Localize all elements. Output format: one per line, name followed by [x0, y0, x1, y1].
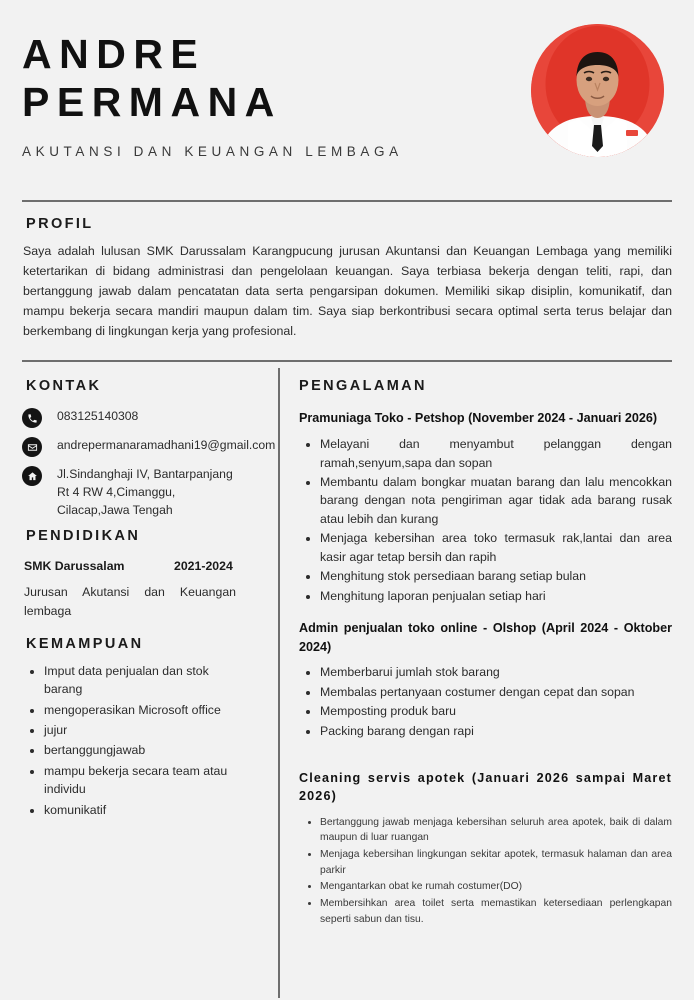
school-years: 2021-2024 [174, 558, 233, 573]
profile-photo-graphic [531, 24, 664, 157]
pendidikan-section [22, 528, 242, 621]
job-heading: Admin penjualan toko online - Olshop (April 2024 - Oktober 2024) [299, 621, 672, 654]
experience-entry-2 [299, 619, 672, 740]
email-value: andrepermanaramadhani19@gmail.com [57, 438, 276, 453]
experience-entry-1 [299, 409, 672, 605]
job-heading: Pramuniaga Toko - Petshop (November 2024 - Januari 2026) [299, 411, 658, 426]
education-entry [24, 559, 242, 573]
profile-photo [531, 24, 664, 157]
contact-item-address[interactable] [22, 465, 242, 519]
list-item: • komunikatif [44, 801, 242, 819]
contact-item-phone[interactable] [22, 407, 242, 428]
list-item: • Menghitung stok persediaan barang setiap bulan [320, 567, 672, 585]
left-column [22, 378, 276, 928]
job-bullets [299, 815, 672, 927]
phone-value: 083125140308 [57, 409, 139, 424]
pendidikan-heading: PENDIDIKAN [26, 527, 141, 544]
skills-list [22, 662, 242, 820]
list-item: • Memposting produk baru [320, 702, 672, 720]
job-bullets [299, 663, 672, 740]
address-value: Jl.Sindanghaji IV, Bantarpanjang Rt 4 RW 4,Cimanggu, Cilacap,Jawa Tengah [57, 467, 233, 517]
home-icon [22, 466, 42, 486]
list-item: • Packing barang dengan rapi [320, 722, 672, 740]
list-item: • Menghitung laporan penjualan setiap hari [320, 587, 672, 605]
experience-entry-3 [299, 770, 672, 927]
list-item: • Bertanggung jawab menjaga kebersihan seluruh area apotek, baik di dalam maupun di luar ruangan [320, 815, 672, 846]
list-item: • mengoperasikan Microsoft office [44, 701, 242, 719]
kemampuan-heading: KEMAMPUAN [26, 635, 144, 652]
contact-list [22, 407, 276, 519]
education-description: Jurusan Akutansi dan Keuangan lembaga [24, 584, 236, 618]
job-bullets [299, 435, 672, 605]
pengalaman-heading: PENGALAMAN [299, 378, 427, 395]
profil-section [22, 202, 672, 341]
list-item: • mampu bekerja secara team atau individu [44, 762, 242, 799]
first-name: ANDRE [22, 31, 206, 77]
list-item: • Mengantarkan obat ke rumah costumer(DO) [320, 879, 672, 895]
right-column [260, 378, 672, 928]
profil-text: Saya adalah lulusan SMK Darussalam Karangpucung jurusan Akuntansi dan Keuangan Lembaga yang memiliki ketertarikan di bidang administrasi dan pengelolaan keuangan. Saya terbiasa bekerja dengan teliti, rapi, dan bertanggung jawab dalam pencatatan data serta pengarsipan dokumen. Memiliki sikap disiplin, komunikatif, dan mampu bekerja secara mandiri maupun dalam tim. Saya siap berkontribusi secara optimal serta terus belajar dan berkembang di lingkungan kerja yang profesional. [23, 244, 672, 339]
contact-item-email[interactable] [22, 436, 276, 457]
list-item: • Membalas pertanyaan costumer dengan cepat dan sopan [320, 683, 672, 701]
list-item: • Menjaga kebersihan lingkungan sekitar apotek, termasuk halaman dan area parkir [320, 847, 672, 878]
kontak-heading: KONTAK [26, 378, 102, 395]
list-item: • Melayani dan menyambut pelanggan dengan ramah,senyum,sapa dan sopan [320, 435, 672, 472]
job-heading: Cleaning servis apotek (Januari 2026 sampai Maret 2026) [299, 771, 672, 803]
name-block [22, 30, 492, 159]
school-name: SMK Darussalam [24, 558, 125, 573]
list-item: • bertanggungjawab [44, 741, 242, 759]
envelope-icon [22, 437, 42, 457]
job-title: AKUTANSI DAN KEUANGAN LEMBAGA [22, 143, 403, 159]
list-item: • jujur [44, 721, 242, 739]
profil-heading: PROFIL [26, 216, 94, 232]
phone-icon [22, 408, 42, 428]
main-columns [22, 362, 672, 928]
list-item: • Memberbarui jumlah stok barang [320, 663, 672, 681]
resume-header [22, 0, 672, 180]
list-item: • Imput data penjualan dan stok barang [44, 662, 242, 699]
list-item: • Membantu dalam bongkar muatan barang dan lalu mencokkan barang dengan nota pengiriman agar tidak ada barang rusak atau lebih dan kurang [320, 473, 672, 528]
column-divider [278, 368, 280, 998]
last-name: PERMANA [22, 79, 282, 126]
list-item: • Menjaga kebersihan area toko termasuk rak,lantai dan area kasir agar tetap bersih dan rapih [320, 529, 672, 566]
list-item: • Membersihkan area toilet serta memastikan ketersediaan perlengkapan seperti sabun dan tisu. [320, 896, 672, 927]
kemampuan-section [22, 636, 242, 820]
